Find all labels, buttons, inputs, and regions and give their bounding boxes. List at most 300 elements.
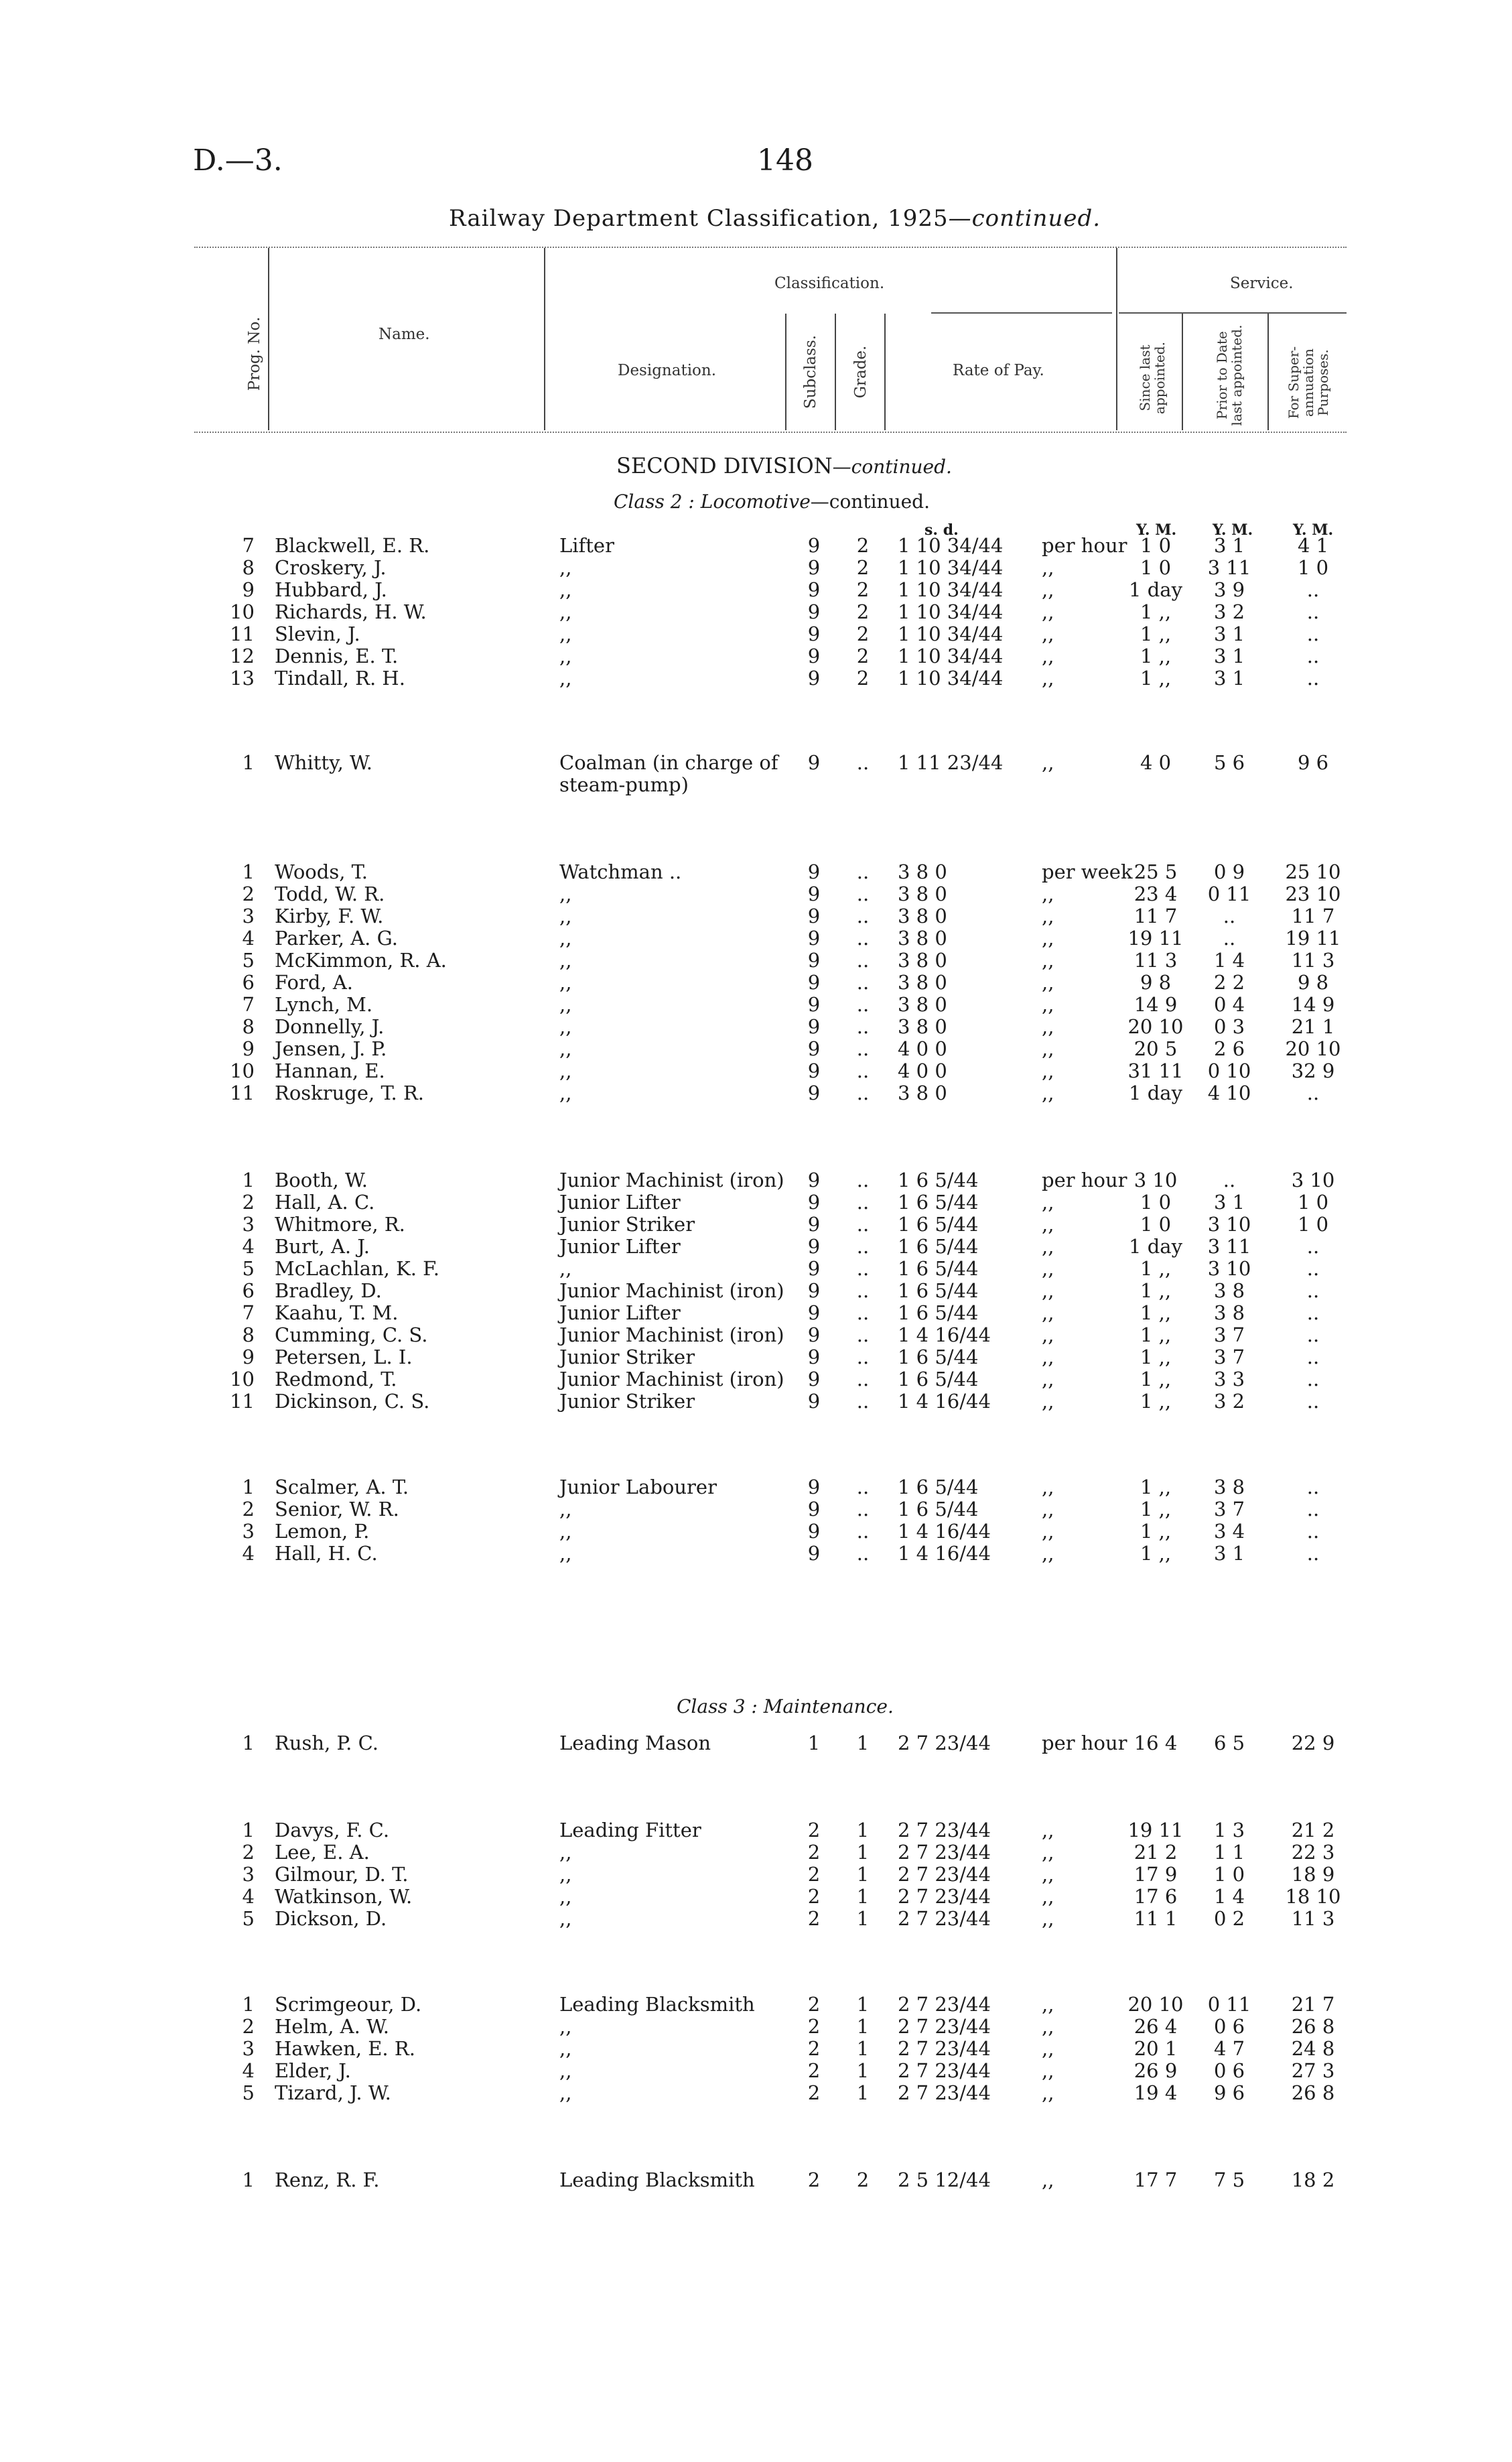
section-title-suffix: —continued. xyxy=(832,456,952,478)
cell-subclass: 2 xyxy=(807,2059,821,2082)
table-row xyxy=(0,667,1512,690)
cell-subclass: 9 xyxy=(807,883,821,905)
cell-superannuation: 21 7 xyxy=(1291,1993,1335,2016)
cell-name: Jensen, J. P. xyxy=(275,1037,387,1060)
cell-grade: .. xyxy=(856,1368,870,1390)
cell-prog-no: 4 xyxy=(242,2059,255,2082)
cell-prior-to: 3 10 xyxy=(1207,1257,1251,1280)
cell-designation: ,, xyxy=(559,2081,572,2104)
page-number: 148 xyxy=(757,143,813,178)
cell-rate-of-pay: 3 8 0 xyxy=(898,927,947,950)
cell-since-last: 19 4 xyxy=(1133,2081,1178,2104)
cell-prior-to: 3 1 xyxy=(1213,1191,1245,1214)
cell-subclass: 9 xyxy=(807,578,821,601)
cell-since-last: 23 4 xyxy=(1133,883,1178,905)
cell-rate-of-pay: 2 7 23/44 xyxy=(898,1907,991,1930)
cell-name: Parker, A. G. xyxy=(275,927,398,950)
cell-prog-no: 6 xyxy=(242,971,255,994)
cell-designation: ,, xyxy=(559,556,572,579)
cell-subclass: 9 xyxy=(807,1346,821,1368)
table-row xyxy=(0,994,1512,1016)
cell-pay-period: ,, xyxy=(1042,751,1054,774)
cell-superannuation: .. xyxy=(1306,1301,1320,1324)
cell-superannuation: .. xyxy=(1306,1390,1320,1413)
cell-pay-period: ,, xyxy=(1042,1993,1054,2016)
cell-grade: 2 xyxy=(856,2168,870,2191)
header-bottom-rule xyxy=(194,432,1347,433)
cell-since-last: 1 day xyxy=(1129,1235,1182,1258)
cell-subclass: 9 xyxy=(807,1213,821,1236)
cell-superannuation: .. xyxy=(1306,1476,1320,1498)
cell-designation: Junior Striker xyxy=(559,1346,695,1368)
cell-rate-of-pay: 1 10 34/44 xyxy=(898,556,1004,579)
cell-superannuation: 1 0 xyxy=(1297,1191,1329,1214)
cell-designation: ,, xyxy=(559,1082,572,1104)
cell-pay-period: ,, xyxy=(1042,1819,1054,1841)
cell-designation: ,, xyxy=(559,1015,572,1038)
cell-pay-period: ,, xyxy=(1042,2059,1054,2082)
cell-pay-period: ,, xyxy=(1042,1235,1054,1258)
cell-superannuation: 21 1 xyxy=(1291,1015,1335,1038)
cell-grade: 2 xyxy=(856,645,870,667)
cell-rate-of-pay: 1 6 5/44 xyxy=(898,1368,979,1390)
cell-grade: 1 xyxy=(856,2059,870,2082)
col-subclass: Subclass. xyxy=(802,334,819,409)
cell-rate-of-pay: 1 6 5/44 xyxy=(898,1257,979,1280)
cell-since-last: 1 ,, xyxy=(1140,645,1172,667)
cell-subclass: 9 xyxy=(807,1082,821,1104)
cell-superannuation: .. xyxy=(1306,645,1320,667)
cell-subclass: 9 xyxy=(807,1520,821,1543)
cell-superannuation: .. xyxy=(1306,1542,1320,1565)
column-divider xyxy=(884,314,886,430)
cell-pay-period: ,, xyxy=(1042,1907,1054,1930)
cell-designation: Junior Lifter xyxy=(559,1235,681,1258)
col-service: Service. xyxy=(1230,275,1294,292)
cell-prog-no: 10 xyxy=(230,1059,255,1082)
cell-name: Lynch, M. xyxy=(275,993,373,1016)
cell-prog-no: 1 xyxy=(242,1819,255,1841)
cell-superannuation: 19 11 xyxy=(1285,927,1341,950)
cell-grade: .. xyxy=(856,1015,870,1038)
cell-prog-no: 6 xyxy=(242,1279,255,1302)
cell-pay-period: ,, xyxy=(1042,1498,1054,1520)
cell-grade: 2 xyxy=(856,578,870,601)
cell-grade: .. xyxy=(856,1213,870,1236)
cell-since-last: 17 6 xyxy=(1133,1885,1178,1908)
cell-designation: ,, xyxy=(559,1037,572,1060)
cell-prog-no: 2 xyxy=(242,2015,255,2038)
cell-prog-no: 8 xyxy=(242,556,255,579)
cell-since-last: 1 ,, xyxy=(1140,1542,1172,1565)
cell-grade: .. xyxy=(856,1037,870,1060)
cell-prog-no: 1 xyxy=(242,1476,255,1498)
cell-prog-no: 1 xyxy=(242,860,255,883)
cell-superannuation: 9 8 xyxy=(1297,971,1329,994)
table-row xyxy=(0,1016,1512,1038)
page-title-text: Railway Department Classification, 1925 xyxy=(449,205,949,232)
cell-name: Richards, H. W. xyxy=(275,600,427,623)
cell-superannuation: 14 9 xyxy=(1291,993,1335,1016)
cell-superannuation: .. xyxy=(1306,1279,1320,1302)
cell-prog-no: 4 xyxy=(242,1885,255,1908)
cell-subclass: 2 xyxy=(807,1819,821,1841)
cell-prog-no: 7 xyxy=(242,534,255,557)
cell-grade: .. xyxy=(856,971,870,994)
cell-grade: .. xyxy=(856,1257,870,1280)
cell-superannuation: 32 9 xyxy=(1291,1059,1335,1082)
cell-designation: ,, xyxy=(559,1542,572,1565)
cell-name: Hall, H. C. xyxy=(275,1542,378,1565)
cell-grade: .. xyxy=(856,1169,870,1191)
cell-pay-period: ,, xyxy=(1042,1476,1054,1498)
cell-superannuation: 21 2 xyxy=(1291,1819,1335,1841)
cell-prior-to: 3 8 xyxy=(1213,1476,1245,1498)
cell-designation: ,, xyxy=(559,949,572,972)
cell-name: Tizard, J. W. xyxy=(275,2081,391,2104)
cell-grade: .. xyxy=(856,883,870,905)
cell-name: Kirby, F. W. xyxy=(275,905,384,927)
cell-since-last: 11 1 xyxy=(1133,1907,1178,1930)
cell-subclass: 9 xyxy=(807,1257,821,1280)
cell-designation: ,, xyxy=(559,578,572,601)
cell-since-last: 1 ,, xyxy=(1140,667,1172,690)
cell-rate-of-pay: 4 0 0 xyxy=(898,1059,947,1082)
cell-designation: ,, xyxy=(559,600,572,623)
cell-name: Kaahu, T. M. xyxy=(275,1301,399,1324)
cell-prior-to: 3 1 xyxy=(1213,623,1245,645)
cell-rate-of-pay: 2 7 23/44 xyxy=(898,2059,991,2082)
table-row xyxy=(0,557,1512,579)
cell-prog-no: 11 xyxy=(230,623,255,645)
cell-grade: .. xyxy=(856,1520,870,1543)
cell-subclass: 9 xyxy=(807,751,821,774)
cell-designation: ,, xyxy=(559,623,572,645)
cell-since-last: 1 0 xyxy=(1140,556,1172,579)
cell-prior-to: .. xyxy=(1223,905,1236,927)
cell-since-last: 26 4 xyxy=(1133,2015,1178,2038)
cell-superannuation: 26 8 xyxy=(1291,2081,1335,2104)
cell-prior-to: 1 3 xyxy=(1213,1819,1245,1841)
cell-prior-to: 3 1 xyxy=(1213,534,1245,557)
cell-subclass: 9 xyxy=(807,623,821,645)
cell-rate-of-pay: 2 7 23/44 xyxy=(898,1732,991,1754)
cell-pay-period: ,, xyxy=(1042,1257,1054,1280)
cell-superannuation: .. xyxy=(1306,578,1320,601)
cell-prior-to: 3 7 xyxy=(1213,1346,1245,1368)
cell-pay-period: ,, xyxy=(1042,1323,1054,1346)
cell-subclass: 9 xyxy=(807,971,821,994)
cell-prog-no: 12 xyxy=(230,645,255,667)
col-since-last-appointed: Since last appointed. xyxy=(1137,342,1168,414)
cell-name: Scrimgeour, D. xyxy=(275,1993,422,2016)
table-row xyxy=(0,1476,1512,1498)
cell-grade: 2 xyxy=(856,623,870,645)
cell-since-last: 20 1 xyxy=(1133,2037,1178,2060)
cell-designation: ,, xyxy=(559,1257,572,1280)
cell-since-last: 1 ,, xyxy=(1140,623,1172,645)
cell-prior-to: 0 4 xyxy=(1213,993,1245,1016)
cell-prog-no: 2 xyxy=(242,1498,255,1520)
column-divider xyxy=(835,314,836,430)
cell-prog-no: 7 xyxy=(242,1301,255,1324)
cell-subclass: 9 xyxy=(807,905,821,927)
column-divider xyxy=(268,248,269,430)
cell-prior-to: 3 3 xyxy=(1213,1368,1245,1390)
cell-superannuation: .. xyxy=(1306,1346,1320,1368)
class-name: Locomotive xyxy=(700,491,811,513)
cell-name: Gilmour, D. T. xyxy=(275,1863,409,1886)
cell-prog-no: 9 xyxy=(242,1037,255,1060)
cell-subclass: 9 xyxy=(807,1037,821,1060)
cell-rate-of-pay: 1 4 16/44 xyxy=(898,1390,991,1413)
table-row xyxy=(0,1060,1512,1082)
column-divider xyxy=(1267,314,1269,430)
cell-grade: .. xyxy=(856,1498,870,1520)
cell-since-last: 21 2 xyxy=(1133,1841,1178,1864)
cell-since-last: 1 ,, xyxy=(1140,1323,1172,1346)
cell-pay-period: ,, xyxy=(1042,905,1054,927)
cell-subclass: 9 xyxy=(807,949,821,972)
cell-subclass: 9 xyxy=(807,1368,821,1390)
cell-since-last: 1 day xyxy=(1129,1082,1182,1104)
cell-rate-of-pay: 2 7 23/44 xyxy=(898,2015,991,2038)
cell-rate-of-pay: 1 4 16/44 xyxy=(898,1542,991,1565)
table-row xyxy=(0,1520,1512,1543)
cell-grade: 1 xyxy=(856,1993,870,2016)
class-2-heading xyxy=(614,491,930,513)
cell-pay-period: ,, xyxy=(1042,600,1054,623)
header-top-rule xyxy=(194,247,1347,248)
col-rate-of-pay: Rate of Pay. xyxy=(953,362,1044,379)
cell-prog-no: 8 xyxy=(242,1015,255,1038)
cell-grade: .. xyxy=(856,1390,870,1413)
cell-name: Croskery, J. xyxy=(275,556,387,579)
cell-since-last: 11 7 xyxy=(1133,905,1178,927)
cell-designation: Leading Blacksmith xyxy=(559,1993,755,2016)
cell-since-last: 25 5 xyxy=(1133,860,1178,883)
cell-subclass: 9 xyxy=(807,534,821,557)
cell-subclass: 2 xyxy=(807,2168,821,2191)
cell-prior-to: 4 10 xyxy=(1207,1082,1251,1104)
cell-grade: 1 xyxy=(856,2015,870,2038)
cell-designation: ,, xyxy=(559,927,572,950)
cell-pay-period: ,, xyxy=(1042,1082,1054,1104)
cell-prior-to: 3 10 xyxy=(1207,1213,1251,1236)
cell-rate-of-pay: 1 11 23/44 xyxy=(898,751,1004,774)
cell-name: Roskruge, T. R. xyxy=(275,1082,425,1104)
units-service-prior: Y. M. xyxy=(1213,521,1253,539)
cell-prog-no: 13 xyxy=(230,667,255,690)
cell-rate-of-pay: 1 6 5/44 xyxy=(898,1346,979,1368)
service-subrule xyxy=(1119,312,1347,314)
cell-designation: ,, xyxy=(559,2037,572,2060)
cell-pay-period: ,, xyxy=(1042,1520,1054,1543)
cell-since-last: 3 10 xyxy=(1133,1169,1178,1191)
cell-prog-no: 2 xyxy=(242,883,255,905)
cell-prog-no: 3 xyxy=(242,1213,255,1236)
cell-name: Hawken, E. R. xyxy=(275,2037,415,2060)
cell-since-last: 1 ,, xyxy=(1140,1301,1172,1324)
cell-pay-period: ,, xyxy=(1042,1279,1054,1302)
cell-designation: ,, xyxy=(559,2015,572,2038)
cell-name: Whitmore, R. xyxy=(275,1213,405,1236)
cell-pay-period: ,, xyxy=(1042,2081,1054,2104)
cell-superannuation: 20 10 xyxy=(1285,1037,1341,1060)
table-row xyxy=(0,883,1512,905)
cell-superannuation: .. xyxy=(1306,1498,1320,1520)
class-label: Class 3 : xyxy=(677,1695,758,1718)
cell-subclass: 9 xyxy=(807,556,821,579)
cell-rate-of-pay: 2 7 23/44 xyxy=(898,2081,991,2104)
cell-designation: ,, xyxy=(559,1863,572,1886)
cell-pay-period: ,, xyxy=(1042,1863,1054,1886)
cell-name: Watkinson, W. xyxy=(275,1885,413,1908)
cell-rate-of-pay: 2 7 23/44 xyxy=(898,1819,991,1841)
cell-grade: .. xyxy=(856,1191,870,1214)
cell-pay-period: ,, xyxy=(1042,1346,1054,1368)
cell-rate-of-pay: 2 7 23/44 xyxy=(898,1993,991,2016)
cell-designation: Junior Machinist (iron) xyxy=(559,1279,784,1302)
cell-name: Woods, T. xyxy=(275,860,368,883)
cell-rate-of-pay: 3 8 0 xyxy=(898,949,947,972)
section-title xyxy=(616,453,952,478)
cell-since-last: 20 5 xyxy=(1133,1037,1178,1060)
cell-subclass: 9 xyxy=(807,1059,821,1082)
table-row xyxy=(0,1864,1512,1886)
cell-prior-to: 3 4 xyxy=(1213,1520,1245,1543)
cell-designation: Junior Machinist (iron) xyxy=(559,1323,784,1346)
class-label: Class 2 : xyxy=(614,491,695,513)
cell-name: Tindall, R. H. xyxy=(275,667,405,690)
cell-name: Ford, A. xyxy=(275,971,354,994)
cell-subclass: 9 xyxy=(807,1390,821,1413)
cell-subclass: 9 xyxy=(807,1279,821,1302)
cell-prog-no: 9 xyxy=(242,1346,255,1368)
cell-since-last: 14 9 xyxy=(1133,993,1178,1016)
table-row xyxy=(0,1038,1512,1060)
cell-prior-to: 3 2 xyxy=(1213,1390,1245,1413)
cell-rate-of-pay: 1 10 34/44 xyxy=(898,623,1004,645)
cell-prog-no: 2 xyxy=(242,1191,255,1214)
cell-designation: Leading Blacksmith xyxy=(559,2168,755,2191)
cell-superannuation: 9 6 xyxy=(1297,751,1329,774)
cell-prior-to: 1 0 xyxy=(1213,1863,1245,1886)
cell-superannuation: 26 8 xyxy=(1291,2015,1335,2038)
cell-designation: ,, xyxy=(559,1907,572,1930)
cell-since-last: 16 4 xyxy=(1133,1732,1178,1754)
cell-since-last: 1 day xyxy=(1129,578,1182,601)
cell-prior-to: 0 2 xyxy=(1213,1907,1245,1930)
cell-pay-period: ,, xyxy=(1042,1390,1054,1413)
cell-prior-to: 2 6 xyxy=(1213,1037,1245,1060)
cell-grade: .. xyxy=(856,949,870,972)
cell-rate-of-pay: 2 5 12/44 xyxy=(898,2168,991,2191)
cell-subclass: 9 xyxy=(807,1542,821,1565)
cell-since-last: 11 3 xyxy=(1133,949,1178,972)
cell-designation: Junior Striker xyxy=(559,1213,695,1236)
cell-rate-of-pay: 1 4 16/44 xyxy=(898,1323,991,1346)
cell-since-last: 20 10 xyxy=(1127,1993,1184,2016)
class-suffix: —continued. xyxy=(810,491,931,513)
cell-subclass: 2 xyxy=(807,2081,821,2104)
column-divider xyxy=(1116,248,1117,430)
cell-prior-to: 0 6 xyxy=(1213,2059,1245,2082)
cell-prior-to: 3 1 xyxy=(1213,1542,1245,1565)
cell-name: Scalmer, A. T. xyxy=(275,1476,409,1498)
cell-prog-no: 5 xyxy=(242,949,255,972)
table-row xyxy=(0,601,1512,623)
cell-since-last: 17 7 xyxy=(1133,2168,1178,2191)
cell-name: Cumming, C. S. xyxy=(275,1323,428,1346)
cell-grade: 1 xyxy=(856,1732,870,1754)
cell-name: Hannan, E. xyxy=(275,1059,385,1082)
cell-superannuation: .. xyxy=(1306,1257,1320,1280)
table-row xyxy=(0,1841,1512,1864)
cell-rate-of-pay: 1 10 34/44 xyxy=(898,667,1004,690)
cell-prior-to: 1 1 xyxy=(1213,1841,1245,1864)
table-row xyxy=(0,927,1512,950)
cell-grade: 1 xyxy=(856,1819,870,1841)
cell-designation: Junior Machinist (iron) xyxy=(559,1169,784,1191)
cell-name: Booth, W. xyxy=(275,1169,368,1191)
cell-superannuation: 24 8 xyxy=(1291,2037,1335,2060)
cell-designation: Junior Striker xyxy=(559,1390,695,1413)
cell-grade: 2 xyxy=(856,600,870,623)
cell-rate-of-pay: 2 7 23/44 xyxy=(898,1841,991,1864)
cell-subclass: 2 xyxy=(807,1841,821,1864)
cell-pay-period: ,, xyxy=(1042,993,1054,1016)
cell-pay-period: ,, xyxy=(1042,1542,1054,1565)
cell-name: Blackwell, E. R. xyxy=(275,534,430,557)
cell-name: Hall, A. C. xyxy=(275,1191,375,1214)
cell-designation: Junior Labourer xyxy=(559,1476,717,1498)
cell-rate-of-pay: 1 6 5/44 xyxy=(898,1279,979,1302)
cell-rate-of-pay: 2 7 23/44 xyxy=(898,1885,991,1908)
cell-superannuation: 4 1 xyxy=(1297,534,1329,557)
units-shillings-pence: s. d. xyxy=(924,521,959,539)
cell-pay-period: ,, xyxy=(1042,1015,1054,1038)
cell-name: Lee, E. A. xyxy=(275,1841,370,1864)
table-row xyxy=(0,1324,1512,1346)
cell-superannuation: 11 3 xyxy=(1291,949,1335,972)
cell-grade: 2 xyxy=(856,534,870,557)
cell-prior-to: 3 1 xyxy=(1213,667,1245,690)
cell-prior-to: 3 11 xyxy=(1207,1235,1251,1258)
cell-grade: .. xyxy=(856,1059,870,1082)
cell-superannuation: 18 10 xyxy=(1285,1885,1341,1908)
cell-pay-period: ,, xyxy=(1042,2015,1054,2038)
cell-designation: Leading Mason xyxy=(559,1732,711,1754)
cell-designation: ,, xyxy=(559,1059,572,1082)
cell-subclass: 9 xyxy=(807,645,821,667)
cell-subclass: 9 xyxy=(807,600,821,623)
cell-grade: .. xyxy=(856,1082,870,1104)
cell-superannuation: 22 3 xyxy=(1291,1841,1335,1864)
cell-superannuation: .. xyxy=(1306,1082,1320,1104)
class-name: Maintenance. xyxy=(763,1695,894,1718)
cell-rate-of-pay: 1 6 5/44 xyxy=(898,1191,979,1214)
table-row xyxy=(0,1191,1512,1214)
col-name: Name. xyxy=(379,326,430,343)
cell-subclass: 2 xyxy=(807,1993,821,2016)
cell-since-last: 1 ,, xyxy=(1140,1279,1172,1302)
cell-pay-period: ,, xyxy=(1042,1841,1054,1864)
table-row xyxy=(0,1236,1512,1258)
cell-since-last: 1 ,, xyxy=(1140,1520,1172,1543)
col-designation: Designation. xyxy=(618,362,717,379)
cell-subclass: 9 xyxy=(807,1235,821,1258)
